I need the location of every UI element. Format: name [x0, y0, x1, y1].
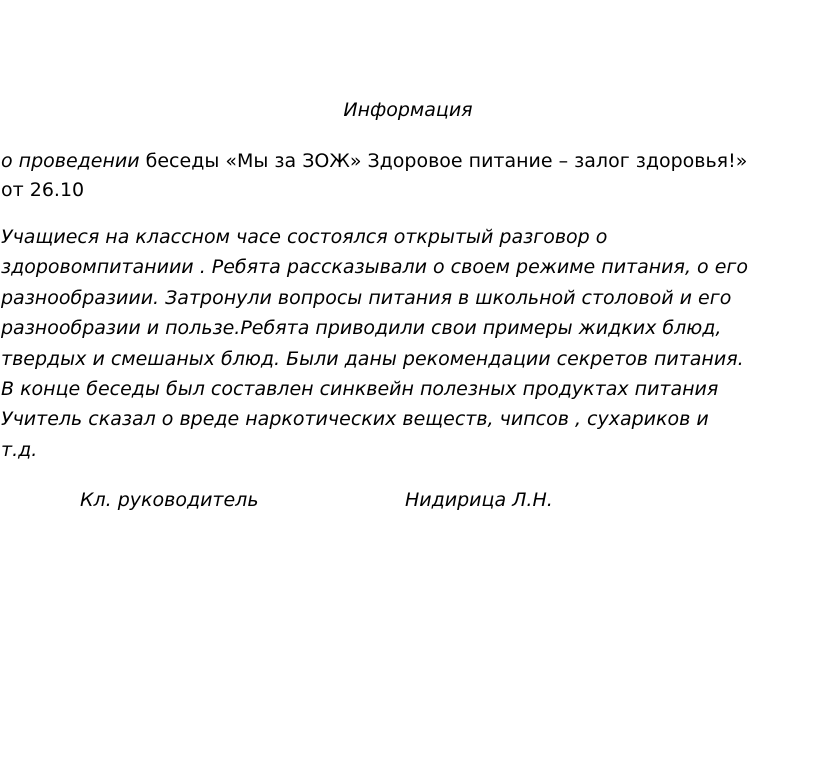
body-line: здоровомпитаниии . Ребята рассказывали о своем режиме питания, о его	[1, 256, 749, 279]
body-line: разнообразии и пользе.Ребята приводили свои примеры жидких блюд,	[1, 317, 722, 340]
subtitle-date: от 26.10	[1, 179, 85, 201]
body-line: т.д.	[1, 438, 38, 461]
body-line: Учитель сказал о вреде наркотических веществ, чипсов , сухариков и	[1, 408, 709, 431]
signature-role: Кл. руководитель	[80, 489, 259, 511]
subtitle-rest: беседы «Мы за ЗОЖ» Здоровое питание – залог здоровья!»	[139, 150, 748, 172]
body-line: разнообразиии. Затронули вопросы питания в школьной столовой и его	[1, 286, 732, 309]
subtitle-lead: о проведении	[1, 150, 140, 172]
body-line: твердых и смешаных блюд. Были даны рекомендации секретов питания.	[1, 347, 744, 370]
document-subtitle	[1, 147, 813, 205]
signature-name: Нидирица Л.Н.	[405, 489, 553, 511]
body-line: Учащиеся на классном часе состоялся открытый разговор о	[1, 226, 608, 248]
body-line: В конце беседы был составлен синквейн полезных продуктах питания	[1, 378, 719, 401]
body-paragraph	[1, 222, 813, 465]
document-title: Информация	[343, 99, 473, 121]
